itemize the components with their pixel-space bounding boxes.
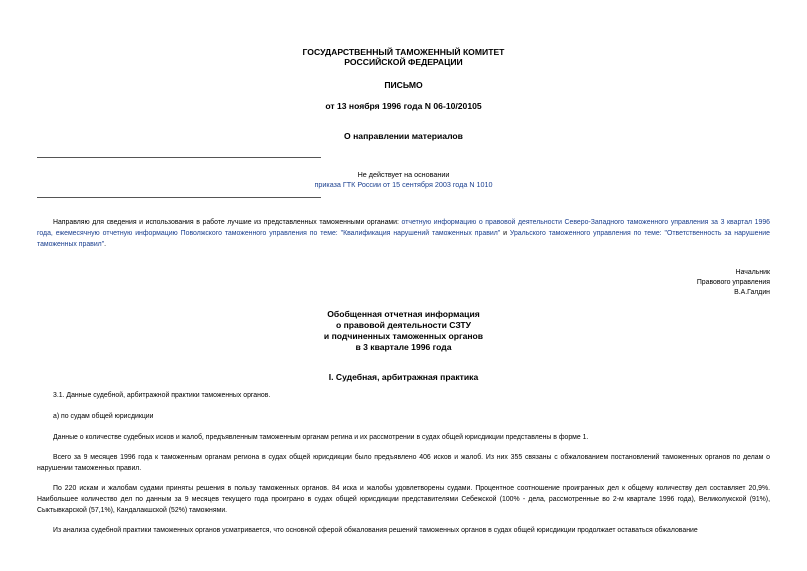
intro-text-end: . [104,241,107,248]
signature-position: Начальник [735,269,770,276]
report-title-line4: в 3 квартале 1996 года [355,342,452,352]
intro-text-and: и [500,230,510,237]
org-name-line2: РОССИЙСКОЙ ФЕДЕРАЦИИ [344,57,463,67]
status-link[interactable]: приказа ГТК России от 15 сентября 2003 года N 1010 [314,180,493,189]
intro-link-szty[interactable]: отчетную информацию о правовой деятельности Северо-Западного таможенного управления за 3 квартал 1996 года, ежемесячную отчетную информацию Поволжского таможенного управления по теме: "Квалификация нарушений таможенных правил" [37,219,770,237]
org-name-line1: ГОСУДАРСТВЕННЫЙ ТАМОЖЕННЫЙ КОМИТЕТ [302,47,505,57]
signature-name: В.А.Галдин [734,289,770,296]
report-title-line3: и подчиненных таможенных органов [323,331,484,341]
paragraph-courts: а) по судам общей юрисдикции [53,413,154,420]
paragraph-decisions: По 220 искам и жалобам судами приняты решения в пользу таможенных органов. 84 иска и жалобы удовлетворены судами. Процентное соотношение проигранных дел к общему количеству дел составляет 20,9%. Наибольшее количество дел по данным за 9 месяцев текущего года проиграно в судах общей юрисдикции представителями Себежской (100% - дела, рассмотренные во 2-м квартале 1996 года), Великолукской (91%), Сыктывкарской (57,1%), Кандалакшской (52%) таможнями. [37,485,770,514]
report-title-line2: о правовой деятельности СЗТУ [335,320,472,330]
signature-block [697,268,770,298]
intro-paragraph [37,217,770,250]
section-title: I. Судебная, арбитражная практика [328,372,479,382]
signature-department: Правового управления [696,279,770,286]
intro-text-start: Направляю для сведения и использования в работе лучшие из представленных таможенными органами: [53,219,399,226]
paragraph-3-1: 3.1. Данные судебной, арбитражной практики таможенных органов. [53,392,271,399]
intro-link-ural[interactable]: Уральского таможенного управления по теме: "Ответственность за нарушение таможенных правил" [37,230,770,248]
status-text: Не действует на основании [357,170,450,179]
doc-type: ПИСЬМО [384,80,423,90]
divider-top [37,157,321,158]
paragraph-analysis: Из анализа судебной практики таможенных органов усматривается, что основной сферой обжалования решений таможенных органов в судах общей юрисдикции продолжает оставаться обжалование [53,527,698,534]
paragraph-totals: Всего за 9 месяцев 1996 года к таможенным органам региона в судах общей юрисдикции было предъявлено 406 исков и жалоб. Из них 355 связаны с обжалованием постановлений таможенных органов по делам о нарушении таможенных правил. [37,454,770,472]
divider-bottom [37,197,321,198]
paragraph-form1: Данные о количестве судебных исков и жалоб, предъявленным таможенным органам регина и их рассмотрении в судах общей юрисдикции представлены в форме 1. [53,434,589,441]
report-title-line1: Обобщенная отчетная информация [327,309,480,319]
doc-title: О направлении материалов [344,131,463,141]
doc-date-number: от 13 ноября 1996 года N 06-10/20105 [325,101,482,111]
